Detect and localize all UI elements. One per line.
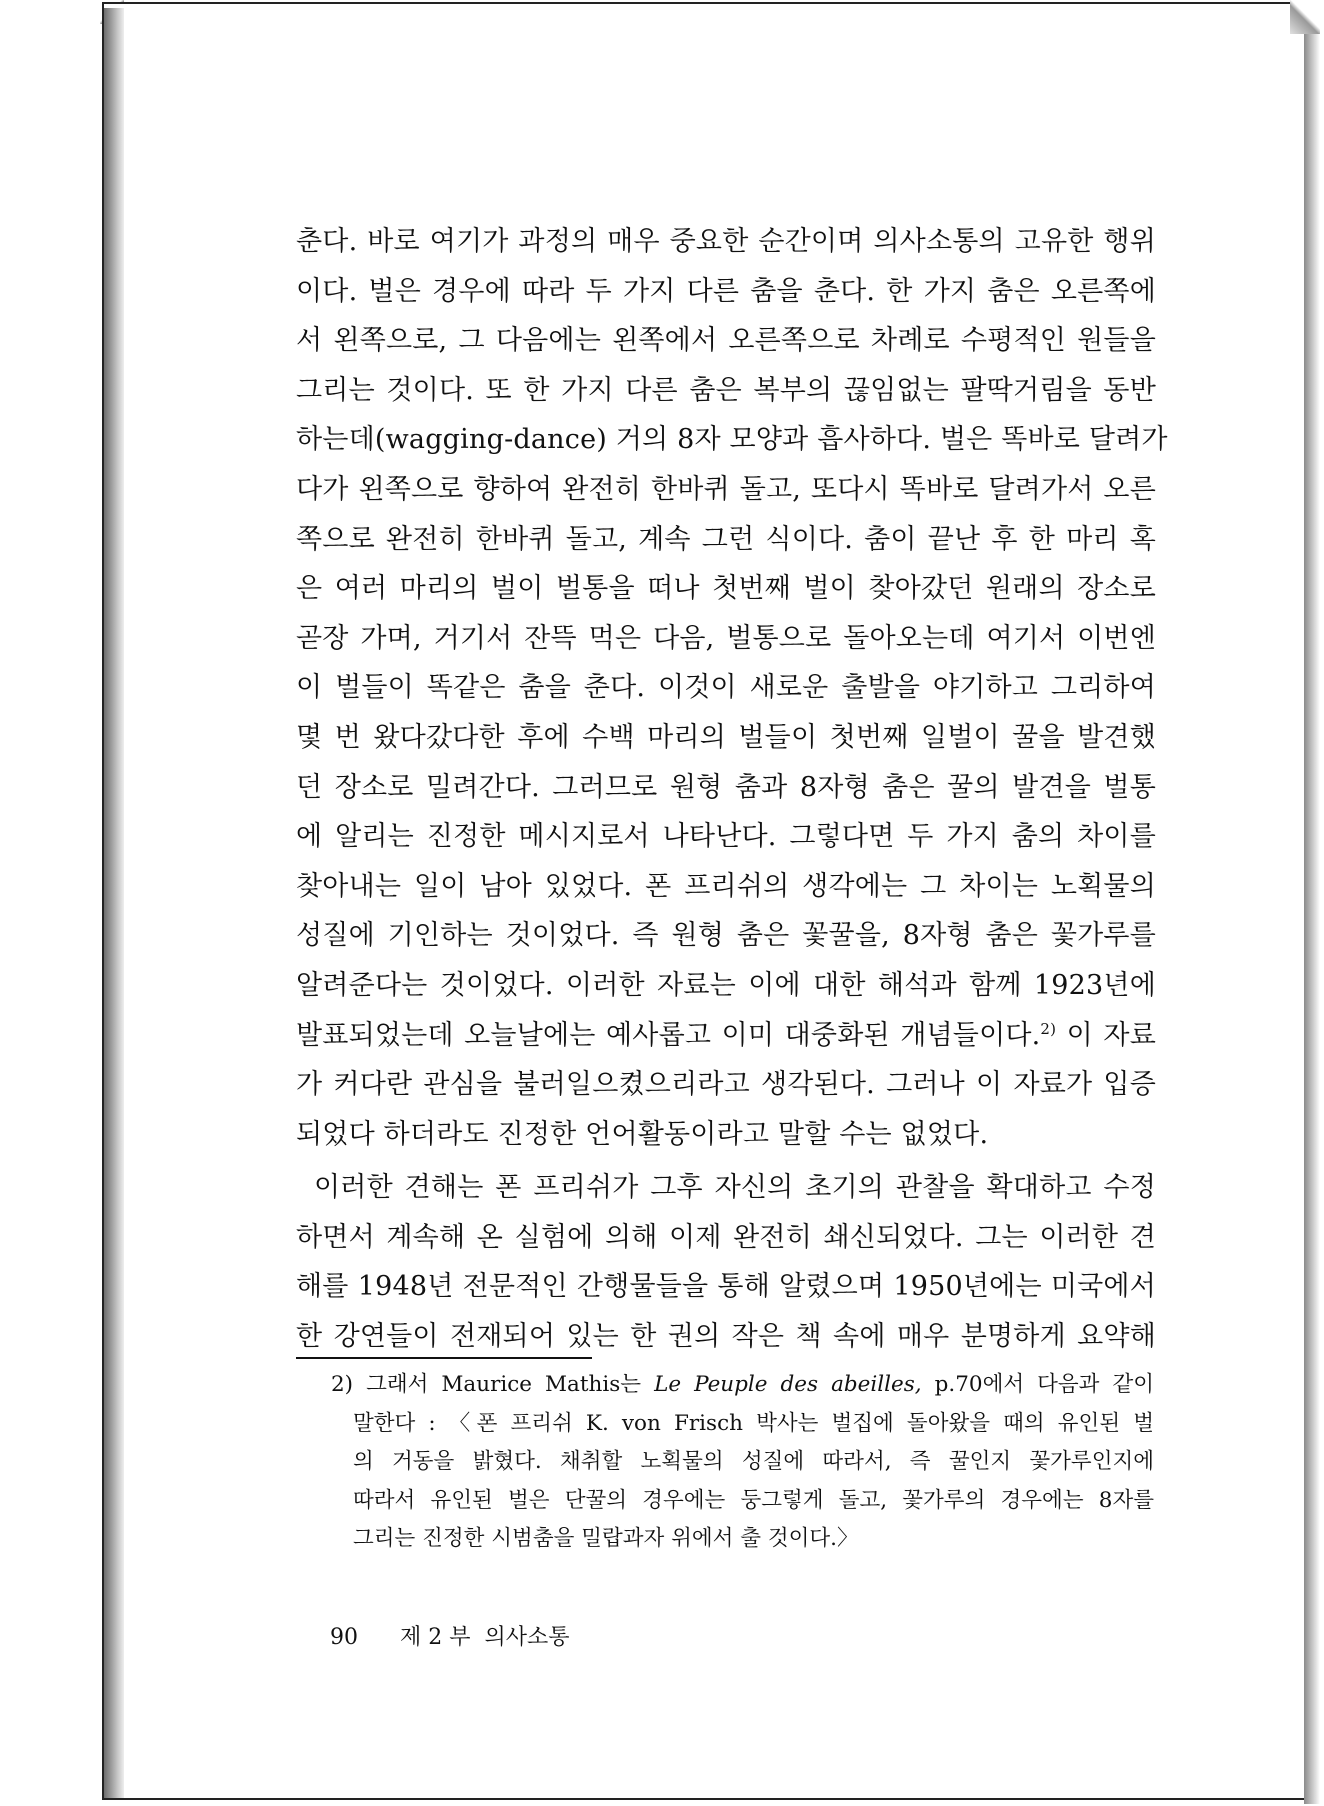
footnote-line (331, 1366, 1154, 1405)
body-line: 서 왼쪽으로, 그 다음에는 왼쪽에서 오른쪽으로 차례로 수평적인 원들을 (296, 325, 1156, 357)
page-footer (330, 1620, 569, 1651)
running-footer-section: 제 2 부 의사소통 (400, 1625, 570, 1650)
body-line: 한 강연들이 전재되어 있는 한 권의 작은 책 속에 매우 분명하게 요약해 (296, 1321, 1156, 1353)
body-line: 이러한 견해는 폰 프리쉬가 그후 자신의 초기의 관찰을 확대하고 수정 (314, 1172, 1156, 1204)
body-line-text: 발표되었는데 오늘날에는 예사롭고 이미 대중화된 개념들이다. (296, 1019, 1041, 1051)
body-line: 은 여러 마리의 벌이 벌통을 떠나 첫번째 벌이 찾아갔던 원래의 장소로 (296, 573, 1156, 605)
footnote-book-title: Le Peuple des abeilles, (654, 1372, 922, 1397)
footnote-line: 말한다 : 〈폰 프리쉬 K. von Frisch 박사는 벌집에 돌아왔을 때의 유인된 벌 (353, 1410, 1154, 1436)
page-edge-shadow (1304, 10, 1320, 1804)
body-line: 찾아내는 일이 남아 있었다. 폰 프리쉬의 생각에는 그 차이는 노획물의 (296, 870, 1156, 902)
body-line: 성질에 기인하는 것이었다. 즉 원형 춤은 꽃꿀을, 8자형 춤은 꽃가루를 (296, 920, 1156, 952)
footnote-line: 그리는 진정한 시범춤을 밀랍과자 위에서 출 것이다.〉 (353, 1526, 859, 1552)
body-line: 던 장소로 밀려간다. 그러므로 원형 춤과 8자형 춤은 꿀의 발견을 벌통 (296, 771, 1156, 803)
body-line: 알려준다는 것이었다. 이러한 자료는 이에 대한 해석과 함께 1923년에 (296, 969, 1156, 1001)
body-line-with-footnote (296, 1011, 1156, 1061)
footnote-text: p.70에서 다음과 같이 (921, 1372, 1155, 1397)
body-line: 해를 1948년 전문적인 간행물들을 통해 알렸으며 1950년에는 미국에서 (296, 1271, 1156, 1303)
body-line: 이 벌들이 똑같은 춤을 춘다. 이것이 새로운 출발을 야기하고 그리하여 (296, 672, 1156, 704)
body-line: 그리는 것이다. 또 한 가지 다른 춤은 복부의 끊임없는 팔딱거림을 동반 (296, 374, 1156, 406)
body-line: 이다. 벌은 경우에 따라 두 가지 다른 춤을 춘다. 한 가지 춤은 오른쪽에 (296, 275, 1156, 307)
body-line: 곧장 가며, 거기서 잔뜩 먹은 다음, 벌통으로 돌아오는데 여기서 이번엔 (296, 622, 1156, 654)
body-line: 가 커다란 관심을 불러일으켰으리라고 생각된다. 그러나 이 자료가 입증 (296, 1069, 1156, 1101)
body-line: 다가 왼쪽으로 향하여 완전히 한바퀴 돌고, 또다시 똑바로 달려가서 오른 (296, 473, 1156, 505)
body-line: 하는데(wagging-dance) 거의 8자 모양과 흡사하다. 벌은 똑바로 달려가 (296, 424, 1168, 456)
footnote-divider (296, 1357, 592, 1359)
body-line: 에 알리는 진정한 메시지로서 나타난다. 그렇다면 두 가지 춤의 차이를 (296, 821, 1156, 853)
body-line: 하면서 계속해 온 실험에 의해 이제 완전히 쇄신되었다. 그는 이러한 견 (296, 1221, 1156, 1253)
body-line: 몇 번 왔다갔다한 후에 수백 마리의 벌들이 첫번째 일벌이 꿀을 발견했 (296, 721, 1156, 753)
body-text (296, 217, 1168, 1362)
footnote-line: 의 거동을 밝혔다. 채취할 노획물의 성질에 따라서, 즉 꿀인지 꽃가루인지에 (353, 1449, 1154, 1475)
footnote-line: 따라서 유인된 벌은 단꿀의 경우에는 둥그렇게 돌고, 꽃가루의 경우에는 8자를 (353, 1487, 1154, 1513)
body-line: 쪽으로 완전히 한바퀴 돌고, 계속 그런 식이다. 춤이 끝난 후 한 마리 혹 (296, 523, 1156, 555)
body-line: 춘다. 바로 여기가 과정의 매우 중요한 순간이며 의사소통의 고유한 행위 (296, 226, 1156, 257)
body-line-text: 이 자료 (1056, 1019, 1156, 1051)
footnote-text: 2) 그래서 Maurice Mathis는 (331, 1372, 655, 1397)
page-spine (102, 8, 124, 1798)
footnote-block (331, 1366, 1154, 1559)
body-line: 되었다 하더라도 진정한 언어활동이라고 말할 수는 없었다. (296, 1118, 989, 1150)
footnote-reference: 2) (1040, 1019, 1057, 1038)
page-number: 90 (330, 1625, 358, 1650)
page-corner-right (1290, 0, 1320, 34)
